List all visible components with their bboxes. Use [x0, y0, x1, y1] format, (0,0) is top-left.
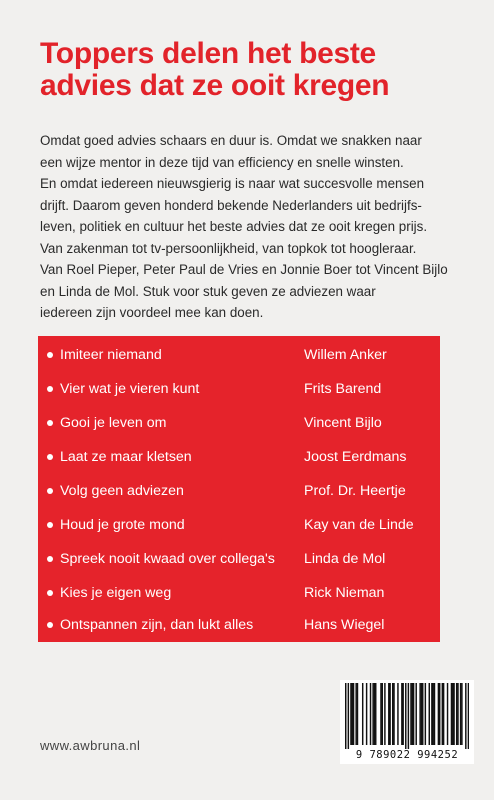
intro-line: een wijze mentor in deze tijd van efficiency en snelle winsten.	[40, 154, 404, 170]
intro-line: leven, politiek en cultuur het beste advies dat ze ooit kregen prijs.	[40, 219, 428, 234]
barcode-bar	[388, 683, 389, 745]
intro-line: Van Roel Pieper, Peter Paul de Vries en Jonnie Boer tot Vincent Bijlo	[40, 262, 448, 277]
barcode-bar	[410, 683, 411, 745]
barcode-bar	[413, 683, 414, 745]
advice-text: Vier wat je vieren kunt	[60, 381, 200, 397]
advice-text: Kies je eigen weg	[60, 585, 172, 601]
advice-text: Imiteer niemand	[60, 347, 162, 363]
barcode-bar	[353, 683, 354, 745]
isbn-number: 9 789022 994252	[355, 749, 459, 761]
barcode-bar	[415, 683, 416, 745]
advice-author: Joost Eerdmans	[304, 449, 407, 465]
bullet-icon	[47, 454, 53, 460]
barcode-bar	[389, 683, 390, 745]
barcode-bar	[393, 683, 394, 745]
barcode-bar	[402, 683, 403, 745]
advice-row	[38, 440, 440, 474]
title-line-2: advies dat ze ooit kregen	[40, 69, 390, 102]
intro-line: Van zakenman tot tv-persoonlijkheid, van topkok tot hoogleraar.	[40, 240, 417, 256]
advice-author: Hans Wiegel	[304, 617, 385, 633]
cover-title	[40, 38, 480, 102]
barcode-bar	[397, 683, 398, 745]
barcode-bar	[457, 683, 458, 745]
bullet-icon	[47, 386, 53, 392]
barcode-bar	[451, 683, 452, 745]
barcode-bar	[425, 683, 426, 745]
advice-row	[38, 406, 440, 440]
barcode-bar	[442, 683, 443, 745]
barcode-bar	[443, 683, 444, 745]
intro-line: Omdat goed advies schaars en duur is. Omdat we snakken naar	[40, 133, 422, 148]
advice-box	[38, 336, 440, 642]
barcode-bar	[465, 683, 466, 749]
advice-text: Houd je grote mond	[60, 517, 185, 533]
bullet-icon	[47, 488, 53, 494]
bullet-icon	[47, 420, 53, 426]
barcode-bar	[382, 683, 383, 745]
barcode-bar	[380, 683, 381, 745]
barcode-bar	[447, 683, 448, 745]
barcode-bar	[401, 683, 402, 745]
advice-row	[38, 474, 440, 508]
intro-line: drijft. Daarom geven honderd bekende Nederlanders uit bedrijfs-	[40, 197, 422, 213]
barcode-bar	[468, 683, 469, 749]
barcode-bar	[412, 683, 413, 745]
advice-row	[38, 372, 440, 406]
advice-author: Rick Nieman	[304, 585, 385, 601]
intro-line: iedereen zijn voordeel mee kan doen.	[40, 305, 264, 320]
barcode-bar	[352, 683, 353, 745]
barcode-bar	[375, 683, 376, 745]
bullet-icon	[47, 352, 53, 358]
barcode-bar	[405, 683, 406, 749]
barcode-bar	[370, 683, 371, 745]
advice-text: Gooi je leven om	[60, 415, 167, 431]
barcode-bar	[419, 683, 420, 745]
advice-author: Willem Anker	[304, 347, 387, 363]
barcode-bar	[434, 683, 435, 745]
bullet-icon	[47, 556, 53, 562]
barcode-bar	[456, 683, 457, 745]
barcode-bar	[392, 683, 393, 745]
advice-row	[38, 576, 440, 610]
bullet-icon	[47, 622, 53, 628]
advice-text: Ontspannen zijn, dan lukt alles	[60, 617, 254, 633]
barcode-bar	[429, 683, 430, 745]
barcode-bar	[452, 683, 453, 745]
advice-text: Spreek nooit kwaad over collega's	[60, 551, 275, 567]
advice-text: Volg geen adviezen	[60, 483, 184, 499]
isbn-barcode	[340, 680, 474, 764]
barcode-bar	[453, 683, 454, 745]
advice-author: Kay van de Linde	[304, 517, 414, 533]
barcode-bar	[366, 683, 367, 745]
bullet-icon	[47, 590, 53, 596]
barcode-bar	[348, 683, 349, 749]
bullet-icon	[47, 522, 53, 528]
barcode-bar	[421, 683, 422, 745]
advice-text: Laat ze maar kletsen	[60, 449, 192, 465]
advice-author: Prof. Dr. Heertje	[304, 483, 406, 499]
advice-row	[38, 508, 440, 542]
barcode-bar	[438, 683, 439, 745]
advice-row	[38, 608, 440, 642]
intro-line: en Linda de Mol. Stuk voor stuk geven ze adviezen waar	[40, 283, 376, 299]
barcode-bar	[432, 683, 433, 745]
barcode-bar	[362, 683, 363, 745]
barcode-bar	[350, 683, 351, 745]
barcode-bar	[431, 683, 432, 745]
advice-row	[38, 542, 440, 576]
barcode-bars	[345, 683, 469, 749]
intro-line: En omdat iedereen nieuwsgierig is naar wat succesvolle mensen	[40, 176, 425, 191]
barcode-bar	[460, 683, 461, 745]
advice-author: Frits Barend	[304, 381, 382, 397]
advice-row	[38, 338, 440, 372]
title-line-1: Toppers delen het beste	[40, 37, 376, 70]
barcode-bar	[422, 683, 423, 745]
intro-paragraph	[40, 130, 470, 324]
barcode-bar	[461, 683, 462, 745]
barcode-bar	[384, 683, 385, 745]
barcode-bar	[357, 683, 358, 745]
barcode-bar	[345, 683, 346, 749]
barcode-bar	[408, 683, 409, 749]
barcode-bar	[372, 683, 373, 745]
advice-author: Linda de Mol	[304, 551, 386, 567]
barcode-bar	[374, 683, 375, 745]
barcode-bar	[439, 683, 440, 745]
publisher-website: www.awbruna.nl	[40, 738, 141, 753]
advice-author: Vincent Bijlo	[304, 415, 382, 431]
barcode-bar	[355, 683, 356, 745]
